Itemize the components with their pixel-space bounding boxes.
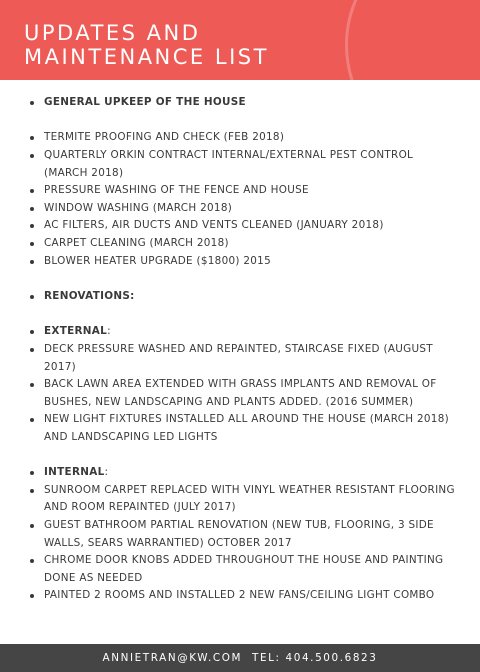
footer-phone: TEL: 404.500.6823: [252, 652, 378, 664]
list-item: TERMITE PROOFING AND CHECK (FEB 2018): [28, 129, 458, 147]
list-item: PAINTED 2 ROOMS AND INSTALLED 2 NEW FANS/CEILING LIGHT COMBO: [28, 587, 458, 605]
list-item: NEW LIGHT FIXTURES INSTALLED ALL AROUND THE HOUSE (MARCH 2018) AND LANDSCAPING LED LIGHTS: [28, 411, 458, 446]
list-item: GUEST BATHROOM PARTIAL RENOVATION (NEW TUB, FLOORING, 3 SIDE WALLS, SEARS WARRANTIED) OCTOBER 2017: [28, 517, 458, 552]
internal-section: [28, 464, 458, 605]
general-section: [28, 94, 458, 112]
page-title: [24, 21, 344, 69]
title-line-1: UPDATES AND: [24, 21, 201, 45]
footer-bar: [0, 644, 480, 672]
external-colon: :: [107, 325, 111, 338]
list-item: DECK PRESSURE WASHED AND REPAINTED, STAIRCASE FIXED (AUGUST 2017): [28, 341, 458, 376]
list-item: WINDOW WASHING (MARCH 2018): [28, 200, 458, 218]
list-item: AC FILTERS, AIR DUCTS AND VENTS CLEANED (JANUARY 2018): [28, 217, 458, 235]
general-items: [28, 129, 458, 270]
renovations-section: [28, 288, 458, 306]
footer-email: ANNIETRAN@KW.COM: [102, 652, 243, 664]
internal-heading: [28, 464, 458, 482]
list-item: QUARTERLY ORKIN CONTRACT INTERNAL/EXTERNAL PEST CONTROL (MARCH 2018): [28, 147, 458, 182]
general-heading: GENERAL UPKEEP OF THE HOUSE: [28, 94, 458, 112]
internal-colon: :: [104, 466, 109, 479]
list-item: PRESSURE WASHING OF THE FENCE AND HOUSE: [28, 182, 458, 200]
title-line-2: MAINTENANCE LIST: [24, 45, 269, 69]
list-item: BLOWER HEATER UPGRADE ($1800) 2015: [28, 253, 458, 271]
decorative-arc: [345, 0, 480, 80]
header-banner: [0, 0, 480, 80]
external-label: EXTERNAL: [44, 325, 108, 338]
list-item: CHROME DOOR KNOBS ADDED THROUGHOUT THE HOUSE AND PAINTING DONE AS NEEDED: [28, 552, 458, 587]
external-section: [28, 323, 458, 446]
list-item: CARPET CLEANING (MARCH 2018): [28, 235, 458, 253]
list-item: SUNROOM CARPET REPLACED WITH VINYL WEATHER RESISTANT FLOORING AND ROOM REPAINTED (JULY 2017): [28, 482, 458, 517]
list-item: BACK LAWN AREA EXTENDED WITH GRASS IMPLANTS AND REMOVAL OF BUSHES, NEW LANDSCAPING AND PLANTS ADDED. (2016 SUMMER): [28, 376, 458, 411]
internal-label: INTERNAL: [44, 466, 105, 479]
external-heading: [28, 323, 458, 341]
maintenance-list: [28, 94, 458, 605]
renovations-heading: RENOVATIONS:: [28, 288, 458, 306]
